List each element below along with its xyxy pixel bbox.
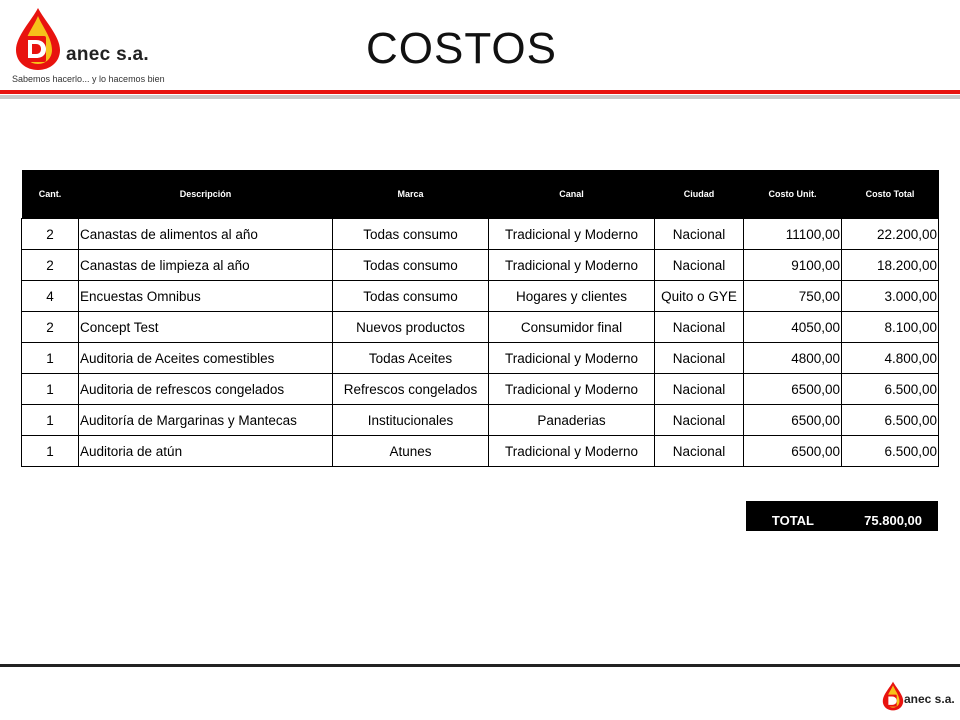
header-divider-gray (0, 95, 960, 99)
cell-ciudad: Nacional (655, 250, 744, 281)
cell-ciudad: Nacional (655, 219, 744, 250)
table-row (22, 374, 939, 405)
col-header-costo-unit: Costo Unit. (744, 170, 842, 219)
cell-descripcion: Encuestas Omnibus (79, 281, 333, 312)
cell-descripcion: Canastas de alimentos al año (79, 219, 333, 250)
col-header-canal: Canal (489, 170, 655, 219)
total-box (746, 501, 938, 531)
cell-marca: Todas consumo (333, 219, 489, 250)
cell-descripcion: Concept Test (79, 312, 333, 343)
table-row (22, 250, 939, 281)
cell-cant: 1 (22, 405, 79, 436)
footer-logo (880, 674, 960, 718)
cell-cant: 1 (22, 343, 79, 374)
table-row (22, 405, 939, 436)
cell-costo-total: 4.800,00 (842, 343, 939, 374)
brand-tagline: Sabemos hacerlo... y lo hacemos bien (12, 74, 165, 84)
cell-descripcion: Auditoria de Aceites comestibles (79, 343, 333, 374)
cell-costo-unit: 9100,00 (744, 250, 842, 281)
danec-logo (6, 6, 165, 86)
cell-marca: Todas consumo (333, 281, 489, 312)
col-header-costo-total: Costo Total (842, 170, 939, 219)
cell-ciudad: Quito o GYE (655, 281, 744, 312)
oil-drop-icon (880, 676, 906, 716)
cell-canal: Consumidor final (489, 312, 655, 343)
col-header-ciudad: Ciudad (655, 170, 744, 219)
cell-ciudad: Nacional (655, 343, 744, 374)
cell-canal: Panaderias (489, 405, 655, 436)
cell-ciudad: Nacional (655, 436, 744, 467)
col-header-cant: Cant. (22, 170, 79, 219)
cell-ciudad: Nacional (655, 405, 744, 436)
cell-costo-unit: 4050,00 (744, 312, 842, 343)
col-header-marca: Marca (333, 170, 489, 219)
cell-cant: 1 (22, 374, 79, 405)
table-row (22, 436, 939, 467)
cell-costo-total: 22.200,00 (842, 219, 939, 250)
cell-cant: 2 (22, 312, 79, 343)
cell-costo-total: 6.500,00 (842, 374, 939, 405)
cell-canal: Tradicional y Moderno (489, 250, 655, 281)
col-header-descripcion: Descripción (79, 170, 333, 219)
oil-drop-icon (10, 6, 66, 72)
brand-name: anec s.a. (66, 44, 149, 65)
cell-costo-total: 6.500,00 (842, 436, 939, 467)
header-divider-red (0, 90, 960, 94)
cell-marca: Atunes (333, 436, 489, 467)
page-title: COSTOS (366, 24, 558, 73)
total-value: 75.800,00 (864, 513, 922, 528)
cell-descripcion: Auditoría de Margarinas y Mantecas (79, 405, 333, 436)
costs-table (21, 170, 939, 467)
table-row (22, 312, 939, 343)
cell-costo-total: 8.100,00 (842, 312, 939, 343)
cell-canal: Tradicional y Moderno (489, 436, 655, 467)
footer-brand-name: anec s.a. (904, 692, 955, 706)
cell-marca: Institucionales (333, 405, 489, 436)
cell-canal: Tradicional y Moderno (489, 343, 655, 374)
cell-costo-total: 18.200,00 (842, 250, 939, 281)
cell-cant: 1 (22, 436, 79, 467)
cell-costo-unit: 11100,00 (744, 219, 842, 250)
cell-costo-total: 6.500,00 (842, 405, 939, 436)
footer-divider (0, 664, 960, 667)
cell-costo-unit: 6500,00 (744, 374, 842, 405)
cell-marca: Todas Aceites (333, 343, 489, 374)
cell-canal: Hogares y clientes (489, 281, 655, 312)
table-row (22, 281, 939, 312)
cell-costo-unit: 6500,00 (744, 405, 842, 436)
cell-descripcion: Auditoria de atún (79, 436, 333, 467)
cell-marca: Todas consumo (333, 250, 489, 281)
cell-costo-unit: 750,00 (744, 281, 842, 312)
cell-descripcion: Auditoria de refrescos congelados (79, 374, 333, 405)
table-row (22, 343, 939, 374)
cell-cant: 4 (22, 281, 79, 312)
cell-descripcion: Canastas de limpieza al año (79, 250, 333, 281)
cell-costo-unit: 6500,00 (744, 436, 842, 467)
cell-marca: Refrescos congelados (333, 374, 489, 405)
cell-canal: Tradicional y Moderno (489, 374, 655, 405)
cell-costo-unit: 4800,00 (744, 343, 842, 374)
cell-cant: 2 (22, 250, 79, 281)
cell-canal: Tradicional y Moderno (489, 219, 655, 250)
cell-cant: 2 (22, 219, 79, 250)
cell-costo-total: 3.000,00 (842, 281, 939, 312)
total-label: TOTAL (771, 513, 814, 528)
cell-marca: Nuevos productos (333, 312, 489, 343)
cell-ciudad: Nacional (655, 312, 744, 343)
table-header-row (22, 170, 939, 219)
table-row (22, 219, 939, 250)
cell-ciudad: Nacional (655, 374, 744, 405)
